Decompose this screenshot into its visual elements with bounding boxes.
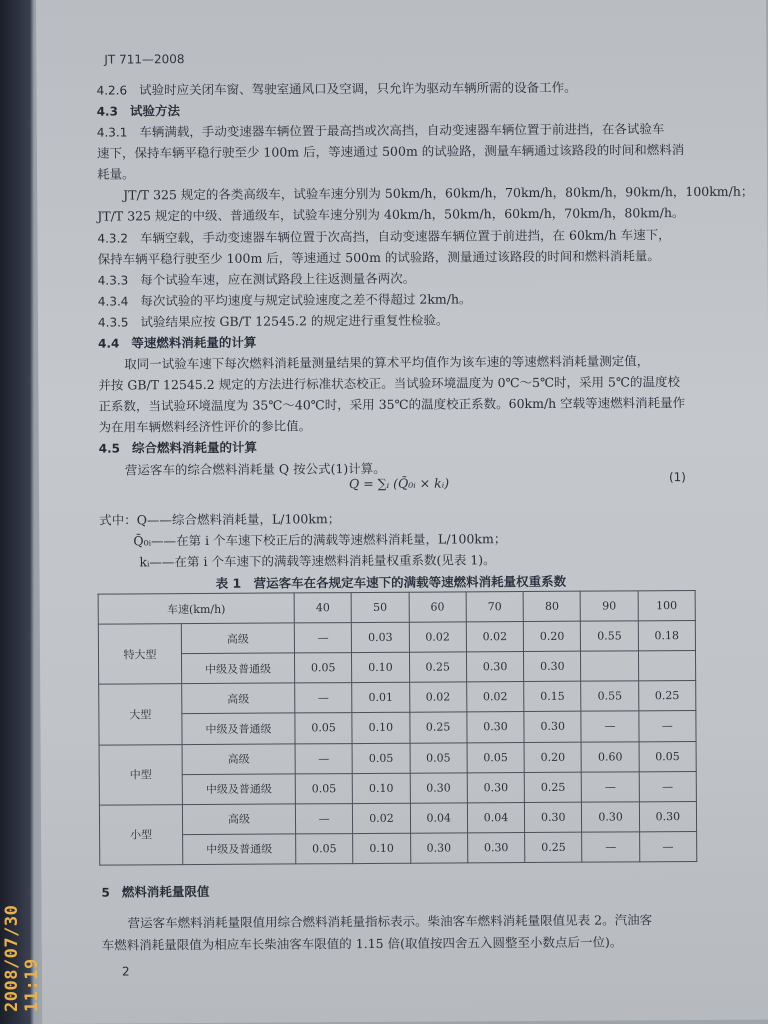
value-cell: —	[639, 711, 696, 741]
value-cell: 0.25	[524, 772, 581, 802]
value-cell: —	[295, 743, 352, 773]
value-cell: 0.10	[353, 833, 410, 863]
value-cell: 0.25	[409, 652, 466, 682]
table-header-row	[98, 590, 695, 624]
value-cell: 0.30	[466, 652, 523, 682]
formula-1: Q = ∑ᵢ (Q̄₀ᵢ × kᵢ)	[348, 475, 450, 492]
table-row	[99, 711, 696, 745]
value-cell: 0.04	[467, 802, 524, 832]
value-cell: 0.20	[523, 621, 580, 651]
table-row	[98, 621, 695, 655]
value-cell: 0.02	[409, 622, 466, 652]
value-cell: 0.05	[639, 741, 696, 771]
value-cell: —	[295, 683, 352, 713]
speed-col: 40	[294, 593, 351, 623]
weight-coefficient-table	[98, 590, 698, 866]
value-cell: 0.30	[524, 712, 581, 742]
value-cell: 0.05	[296, 833, 353, 863]
value-cell: 0.02	[466, 622, 523, 652]
where-ki: kᵢ——在第 i 个车速下的满载等速燃料消耗量权重系数(见表 1)。	[139, 552, 496, 570]
grade-cell: 高级	[181, 623, 294, 654]
value-cell: 0.30	[467, 712, 524, 742]
grade-cell: 高级	[182, 804, 295, 835]
doc-header: JT 711—2008	[104, 52, 185, 67]
clause-4-3-2-line2: 保持车辆平稳行驶至少 100m 后，等速通过 500m 的试验路，测量通过该路段的时间和燃料消耗量。	[97, 248, 660, 267]
value-cell: 0.05	[295, 773, 352, 803]
clause-4-3-4: 4.3.4 每次试验的平均速度与规定试验速度之差不得超过 2km/h。	[97, 291, 472, 309]
grade-cell: 高级	[182, 683, 295, 714]
clause-4-3-3: 4.3.3 每个试验车速，应在测试路段上往返测量各两次。	[97, 270, 416, 288]
speed-col: 100	[638, 590, 695, 620]
clause-4-3-5: 4.3.5 试验结果应按 GB/T 12545.2 的规定进行重复性检验。	[97, 312, 449, 330]
clause-4-5-line1: 营运客车的综合燃料消耗量 Q 按公式(1)计算。	[124, 460, 386, 478]
value-cell: 0.25	[409, 712, 466, 742]
heading-4-4: 4.4 等速燃料消耗量的计算	[98, 334, 257, 351]
clause-4-3-1-line5: JT/T 325 规定的中级、普通级车，试验车速分别为 40km/h，50km/h，60km/h，70km/h，80km/h。	[97, 205, 685, 224]
clause-4-3-1-line3: 耗量。	[97, 166, 135, 182]
value-cell: 0.01	[352, 683, 409, 713]
heading-4-5: 4.5 综合燃料消耗量的计算	[98, 439, 258, 456]
value-cell: 0.10	[353, 773, 410, 803]
value-cell: 0.55	[581, 681, 638, 711]
clause-4-4-line2: 并按 GB/T 12545.2 规定的方法进行标准状态校正。当试验环境温度为 0℃～5℃时，采用 5℃的温度校	[98, 374, 680, 393]
grade-cell: 中级及普通级	[182, 774, 295, 805]
vehicle-size-cell: 大型	[99, 684, 182, 745]
vehicle-size-cell: 特大型	[98, 624, 181, 685]
value-cell: —	[581, 711, 638, 741]
clause-4-3-1-line4: JT/T 325 规定的各类高级车，试验车速分别为 50km/h，60km/h，70km/h，80km/h，90km/h，100km/h；	[123, 183, 754, 203]
where-q: 式中：Q——综合燃料消耗量，L/100km；	[99, 511, 341, 528]
value-cell: 0.04	[410, 803, 467, 833]
grade-cell: 高级	[182, 743, 295, 774]
value-cell: 0.02	[409, 682, 466, 712]
table-row	[98, 651, 695, 685]
clause-4-4-line3: 正系数，当试验环境温度为 35℃～40℃时，采用 35℃的温度校正系数。60km/h 空载等速燃料消耗量作	[98, 395, 686, 414]
table-row	[99, 681, 696, 715]
value-cell: 0.10	[352, 713, 409, 743]
value-cell: 0.30	[524, 651, 581, 681]
clause-5-line2: 车燃料消耗量限值为相应车长柴油客车限值的 1.15 倍(取值按四舍五入圆整至小数点后一位)。	[101, 934, 623, 953]
speed-col: 70	[466, 592, 523, 622]
value-cell: 0.05	[295, 713, 352, 743]
value-cell: 0.25	[638, 681, 695, 711]
value-cell: 0.10	[352, 652, 409, 682]
value-cell: 0.20	[524, 742, 581, 772]
value-cell: 0.05	[352, 743, 409, 773]
value-cell: —	[295, 803, 352, 833]
clause-4-4-line4: 为在用车辆燃料经济性评价的参比值。	[98, 418, 312, 435]
camera-date-stamp: 2008/07/30 11:19	[2, 904, 42, 1012]
vehicle-size-cell: 中型	[99, 744, 182, 805]
table-caption: 表 1 营运客车在各规定车速下的满载等速燃料消耗量权重系数	[215, 573, 567, 591]
value-cell: —	[294, 623, 351, 653]
value-cell: 0.55	[581, 621, 638, 651]
value-cell: —	[582, 832, 639, 862]
value-cell: —	[582, 771, 639, 801]
grade-cell: 中级及普通级	[182, 713, 295, 744]
heading-4-3: 4.3 试验方法	[96, 103, 181, 119]
value-cell: 0.02	[467, 682, 524, 712]
value-cell: 0.30	[410, 773, 467, 803]
value-cell: 0.30	[467, 832, 524, 862]
table-row	[99, 801, 696, 835]
value-cell	[581, 651, 638, 681]
page-number: 2	[121, 964, 130, 979]
table-row	[100, 831, 697, 865]
value-cell: 0.30	[639, 801, 696, 831]
where-q0i: Q̄₀ᵢ——在第 i 个车速下校正后的满载等速燃料消耗量，L/100km；	[133, 531, 507, 549]
value-cell: 0.30	[582, 802, 639, 832]
speed-header: 车速(km/h)	[98, 593, 294, 624]
speed-col: 80	[523, 591, 580, 621]
value-cell: 0.05	[294, 653, 351, 683]
table-row	[99, 741, 696, 775]
speed-col: 60	[409, 592, 466, 622]
clause-4-2-6: 4.2.6 试验时应关闭车窗、驾驶室通风口及空调，只允许为驱动车辆所需的设备工作。	[96, 79, 577, 98]
value-cell: 0.15	[524, 682, 581, 712]
value-cell: 0.03	[352, 622, 409, 652]
value-cell: —	[639, 771, 696, 801]
value-cell: 0.30	[410, 833, 467, 863]
grade-cell: 中级及普通级	[181, 653, 294, 684]
grade-cell: 中级及普通级	[183, 834, 296, 865]
value-cell: 0.60	[581, 741, 638, 771]
value-cell: 0.30	[467, 772, 524, 802]
value-cell	[638, 651, 695, 681]
clause-4-3-1-line1: 4.3.1 车辆满载，手动变速器车辆位置于最高挡或次高挡，自动变速器车辆位置于前进挡，在各试验车	[96, 121, 665, 140]
clause-4-3-1-line2: 速下，保持车辆平稳行驶至少 100m 后，等速通过 500m 的试验路，测量车辆通过该路段的时间和燃料消	[96, 142, 685, 161]
document-page	[36, 0, 768, 1024]
value-cell: —	[639, 831, 696, 861]
value-cell: 0.25	[525, 832, 582, 862]
speed-col: 90	[581, 591, 638, 621]
clause-4-4-line1: 取同一试验车速下每次燃料消耗量测量结果的算术平均值作为该车速的等速燃料消耗量测定值，	[124, 353, 650, 372]
value-cell: 0.05	[410, 742, 467, 772]
equation-number: (1)	[668, 470, 686, 485]
value-cell: 0.30	[525, 802, 582, 832]
value-cell: 0.18	[638, 621, 695, 651]
speed-col: 50	[351, 592, 408, 622]
table-row	[99, 771, 696, 805]
heading-5: 5 燃料消耗量限值	[101, 883, 210, 900]
vehicle-size-cell: 小型	[99, 804, 182, 865]
clause-5-line1: 营运客车燃料消耗量限值用综合燃料消耗量指标表示。柴油客车燃料消耗量限值见表 2。汽油客	[127, 912, 653, 931]
value-cell: 0.05	[467, 742, 524, 772]
value-cell: 0.02	[353, 803, 410, 833]
clause-4-3-2-line1: 4.3.2 车辆空载，手动变速器车辆位置于次高挡，自动变速器车辆位置于前进挡，在 60km/h 车速下，	[97, 227, 671, 246]
